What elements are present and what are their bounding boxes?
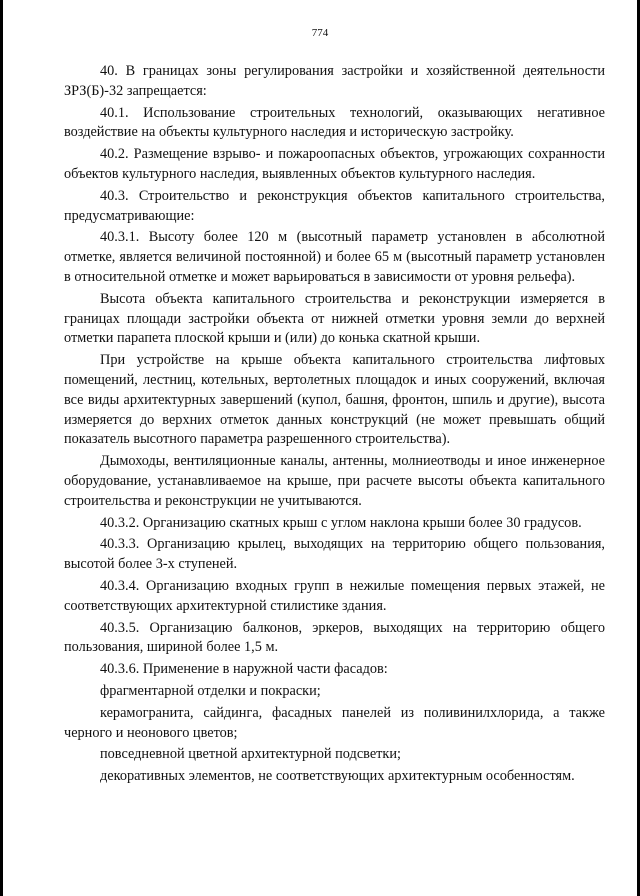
list-item: повседневной цветной архитектурной подсветки; bbox=[100, 746, 401, 763]
paragraph-40-2: 40.2. Размещение взрыво- и пожароопасных объектов, угрожающих сохранности объектов культурного наследия, выявленных объектов культурного наследия. bbox=[64, 146, 605, 182]
paragraph-chimneys: Дымоходы, вентиляционные каналы, антенны, молниеотводы и иное инженерное оборудование, устанавливаемое на крыше, при расчете высоты объекта капитального строительства и реконструкции не учитываются. bbox=[64, 453, 605, 509]
list-item: керамогранита, сайдинга, фасадных панелей из поливинилхлорида, а также черного и неонового цветов; bbox=[64, 704, 605, 741]
paragraph-40-3-2: 40.3.2. Организацию скатных крыш с углом наклона крыши более 30 градусов. bbox=[100, 514, 582, 531]
paragraph-40-3-3: 40.3.3. Организацию крылец, выходящих на территорию общего пользования, высотой более 3-х ступеней. bbox=[64, 536, 605, 573]
paragraph-40-3-4: 40.3.4. Организацию входных групп в нежилые помещения первых этажей, не соответствующих архитектурной стилистике здания. bbox=[64, 577, 605, 614]
paragraph-40-3-1: 40.3.1. Высоту более 120 м (высотный параметр установлен в абсолютной отметке, является величиной постоянной) и более 65 м (высотный параметр установлен в относительной отметке и может варьироваться в зависимости от уровня рельефа). bbox=[64, 229, 605, 285]
paragraph-40-3: 40.3. Строительство и реконструкция объектов капитального строительства, предусматривающие: bbox=[64, 187, 605, 224]
paragraph-40-3-5: 40.3.5. Организацию балконов, эркеров, выходящих на территорию общего пользования, шириной более 1,5 м. bbox=[64, 619, 605, 656]
paragraph-40: 40. В границах зоны регулирования застройки и хозяйственной деятельности ЗРЗ(Б)-32 запрещается: bbox=[64, 63, 605, 99]
paragraph-height-measure: Высота объекта капитального строительства и реконструкции измеряется в границах площади застройки объекта от нижней отметки уровня земли до верхней отметки парапета плоской крыши и (или) до конька скатной крыши. bbox=[64, 290, 605, 347]
paragraph-40-3-6: 40.3.6. Применение в наружной части фасадов: bbox=[100, 661, 388, 678]
paragraph-roof-structures: При устройстве на крыше объекта капитального строительства лифтовых помещений, лестниц, котельных, вертолетных площадок и иных сооружений, включая все виды архитектурных завершений (купол, башня, фронтон, шпиль и другие), высота измеряется до верхних отметок данных конструкций (не может превышать общий показатель высотного параметра разрешенного строительства). bbox=[64, 352, 605, 448]
list-item: декоративных элементов, не соответствующих архитектурным особенностям. bbox=[100, 768, 575, 785]
document-body bbox=[64, 62, 605, 789]
list-item: фрагментарной отделки и покраски; bbox=[100, 682, 321, 699]
paragraph-40-1: 40.1. Использование строительных технологий, оказывающих негативное воздействие на объекты культурного наследия и историческую застройку. bbox=[64, 104, 605, 141]
page-number: 774 bbox=[311, 27, 329, 39]
scan-border-left bbox=[0, 0, 3, 896]
